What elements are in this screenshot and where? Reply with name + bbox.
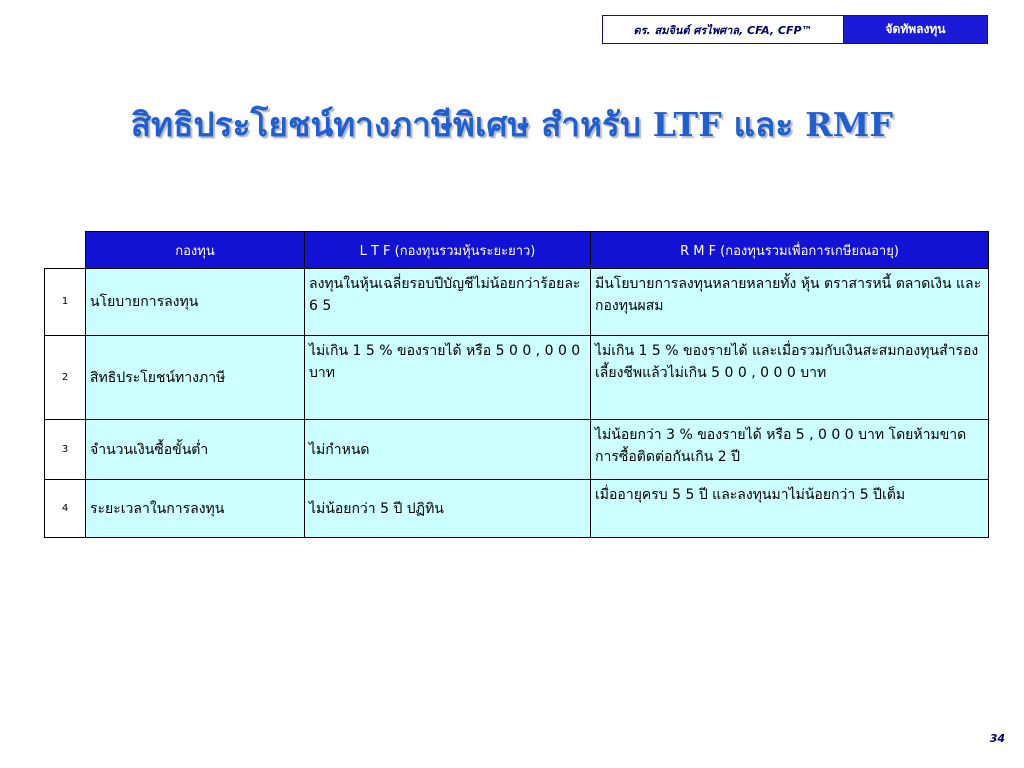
header-banner	[602, 15, 988, 44]
brand-label: จัดทัพลงทุน	[844, 16, 987, 43]
row-number: 3	[45, 420, 86, 480]
table-row	[45, 336, 989, 420]
ltf-cell: ลงทุนในหุ้นเฉลี่ยรอบปีบัญชีไม่น้อยกว่าร้อยละ 6 5	[305, 269, 591, 336]
column-header-rmf: R M F (กองทุนรวมเพื่อการเกษียณอายุ)	[591, 232, 989, 269]
ltf-cell: ไม่เกิน 1 5 % ของรายได้ หรือ 5 0 0 , 0 0 0 บาท	[305, 336, 591, 420]
ltf-cell: ไม่น้อยกว่า 5 ปี ปฏิทิน	[305, 480, 591, 538]
comparison-table	[44, 231, 989, 538]
page-number: 34	[989, 732, 1005, 745]
rmf-cell: มีนโยบายการลงทุนหลายหลายทั้ง หุ้น ตราสารหนี้ ตลาดเงิน และกองทุนผสม	[591, 269, 989, 336]
row-label: ระยะเวลาในการลงทุน	[86, 480, 305, 538]
table-row	[45, 269, 989, 336]
ltf-cell: ไม่กำหนด	[305, 420, 591, 480]
table-header-row	[45, 232, 989, 269]
row-label: จำนวนเงินซื้อขั้นต่ำ	[86, 420, 305, 480]
rmf-cell: เมื่ออายุครบ 5 5 ปี และลงทุนมาไม่น้อยกว่า 5 ปีเต็ม	[591, 480, 989, 538]
row-label: สิทธิประโยชน์ทางภาษี	[86, 336, 305, 420]
column-header-ltf: L T F (กองทุนรวมหุ้นระยะยาว)	[305, 232, 591, 269]
author-label: ดร. สมจินต์ ศรไพศาล, CFA, CFP™	[603, 16, 844, 43]
column-header-fund: กองทุน	[86, 232, 305, 269]
header-blank-cell	[45, 232, 86, 269]
row-number: 1	[45, 269, 86, 336]
table-row	[45, 420, 989, 480]
table-row	[45, 480, 989, 538]
row-number: 2	[45, 336, 86, 420]
row-number: 4	[45, 480, 86, 538]
slide-title: สิทธิประโยชน์ทางภาษีพิเศษ สำหรับ LTF และ RMF	[130, 105, 894, 144]
rmf-cell: ไม่น้อยกว่า 3 % ของรายได้ หรือ 5 , 0 0 0 บาท โดยห้ามขาดการซื้อติดต่อกันเกิน 2 ปี	[591, 420, 989, 480]
rmf-cell: ไม่เกิน 1 5 % ของรายได้ และเมื่อรวมกับเงินสะสมกองทุนสำรองเลี้ยงชีพแล้วไม่เกิน 5 0 0 , 0 0 0 บาท	[591, 336, 989, 420]
row-label: นโยบายการลงทุน	[86, 269, 305, 336]
